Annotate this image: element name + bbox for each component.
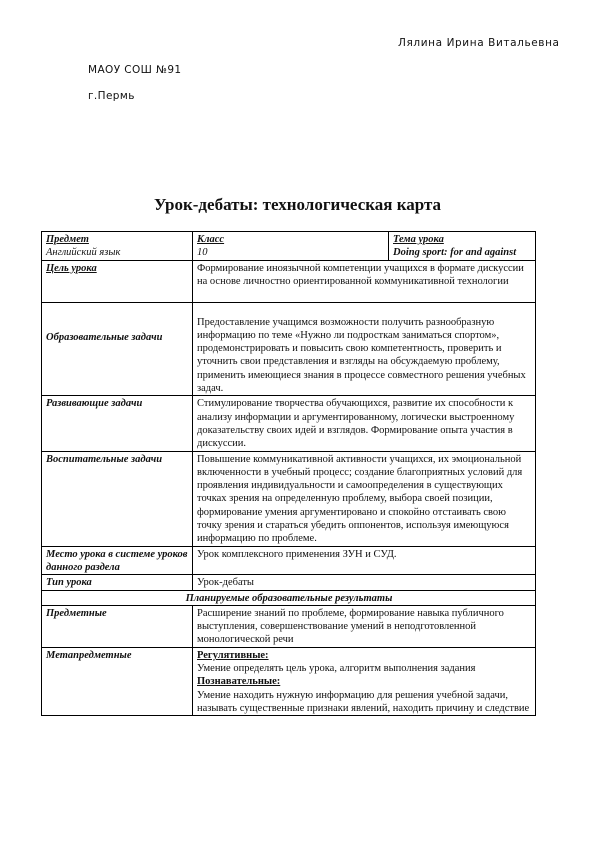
place-text: Урок комплексного применения ЗУН и СУД. bbox=[193, 546, 536, 575]
type-text: Урок-дебаты bbox=[193, 575, 536, 590]
table-row-type bbox=[42, 575, 536, 590]
subject-label: Предмет bbox=[46, 234, 89, 245]
table-row-goal bbox=[42, 260, 536, 302]
regulative-label: Регулятивные: bbox=[197, 649, 269, 661]
topic-value: Doing sport: for and against bbox=[393, 247, 517, 259]
page-title: Урок-дебаты: технологическая карта bbox=[153, 195, 442, 214]
goal-label: Цель урока bbox=[42, 260, 193, 302]
table-row-upbr-tasks bbox=[42, 451, 536, 546]
subject-results-text: Расширение знаний по проблеме, формирование навыка публичного выступления, совершенствование умений в неподготовленной монологической речи bbox=[193, 605, 536, 647]
table-row-header bbox=[42, 232, 536, 261]
author-name: Лялина Ирина Витальевна bbox=[398, 37, 560, 49]
cognitive-text: Умение находить нужную информацию для решения учебной задачи, называть существенные признаки явлений, находить причину и следствие bbox=[197, 689, 530, 714]
table-row-place bbox=[42, 546, 536, 575]
topic-label: Тема урока bbox=[393, 234, 444, 245]
lesson-map-table bbox=[41, 231, 536, 716]
meta-results-label: Метапредметные bbox=[42, 647, 193, 715]
place-label: Место урока в системе уроков данного раздела bbox=[42, 546, 193, 575]
topic-cell bbox=[389, 232, 536, 261]
upbr-tasks-label: Воспитательные задачи bbox=[42, 451, 193, 546]
cognitive-label: Познавательные: bbox=[197, 676, 281, 688]
dev-tasks-text: Стимулирование творчества обучающихся, развитие их способности к анализу информации и аргументированному, логически выстроенному доказательству своих идей и взглядов. Формирование опыта участия в дискуссии. bbox=[193, 396, 536, 451]
upbr-tasks-text: Повышение коммуникативной активности учащихся, их эмоциональной включенности в учебный процесс; создание благоприятных условий для проявления индивидуальности и самоопределения в существующих точках зрения на определенную проблему, выбора своей позиции, формирование умения аргументировано и спокойно отстаивать свою точку зрения и стараться убедить оппонентов, используя имеющуюся информацию по проблеме. bbox=[193, 451, 536, 546]
planned-results-heading: Планируемые образовательные результаты bbox=[42, 590, 536, 605]
subject-results-label: Предметные bbox=[42, 605, 193, 647]
dev-tasks-label: Развивающие задачи bbox=[42, 396, 193, 451]
type-label: Тип урока bbox=[42, 575, 193, 590]
meta-results-cell bbox=[193, 647, 536, 715]
subject-value: Английский язык bbox=[46, 247, 121, 259]
subject-cell bbox=[42, 232, 193, 261]
class-cell bbox=[193, 232, 389, 261]
city-name: г.Пермь bbox=[88, 90, 135, 102]
table-row-meta-results bbox=[42, 647, 536, 715]
table-row-dev-tasks bbox=[42, 396, 536, 451]
table-row-subject-results bbox=[42, 605, 536, 647]
edu-tasks-text: Предоставление учащимся возможности получить разнообразную информацию по теме «Нужно ли подросткам заниматься спортом», продемонстрировать и повысить свою компетентность, проверить и уточнить свои представления и взгляды на обсуждаемую проблему, применить имеющиеся знания в процессе совместного решения учебных задач. bbox=[193, 302, 536, 396]
goal-text: Формирование иноязычной компетенции учащихся в формате дискуссии на основе личностно ориентированной коммуникативной технологии bbox=[193, 260, 536, 302]
school-name: МАОУ СОШ №91 bbox=[88, 64, 182, 76]
regulative-text: Умение определять цель урока, алгоритм выполнения задания bbox=[197, 663, 476, 675]
class-label: Класс bbox=[197, 234, 225, 245]
table-row-edu-tasks bbox=[42, 302, 536, 396]
table-row-planned-results bbox=[42, 590, 536, 605]
class-value: 10 bbox=[197, 247, 208, 259]
edu-tasks-label: Образовательные задачи bbox=[42, 302, 193, 396]
